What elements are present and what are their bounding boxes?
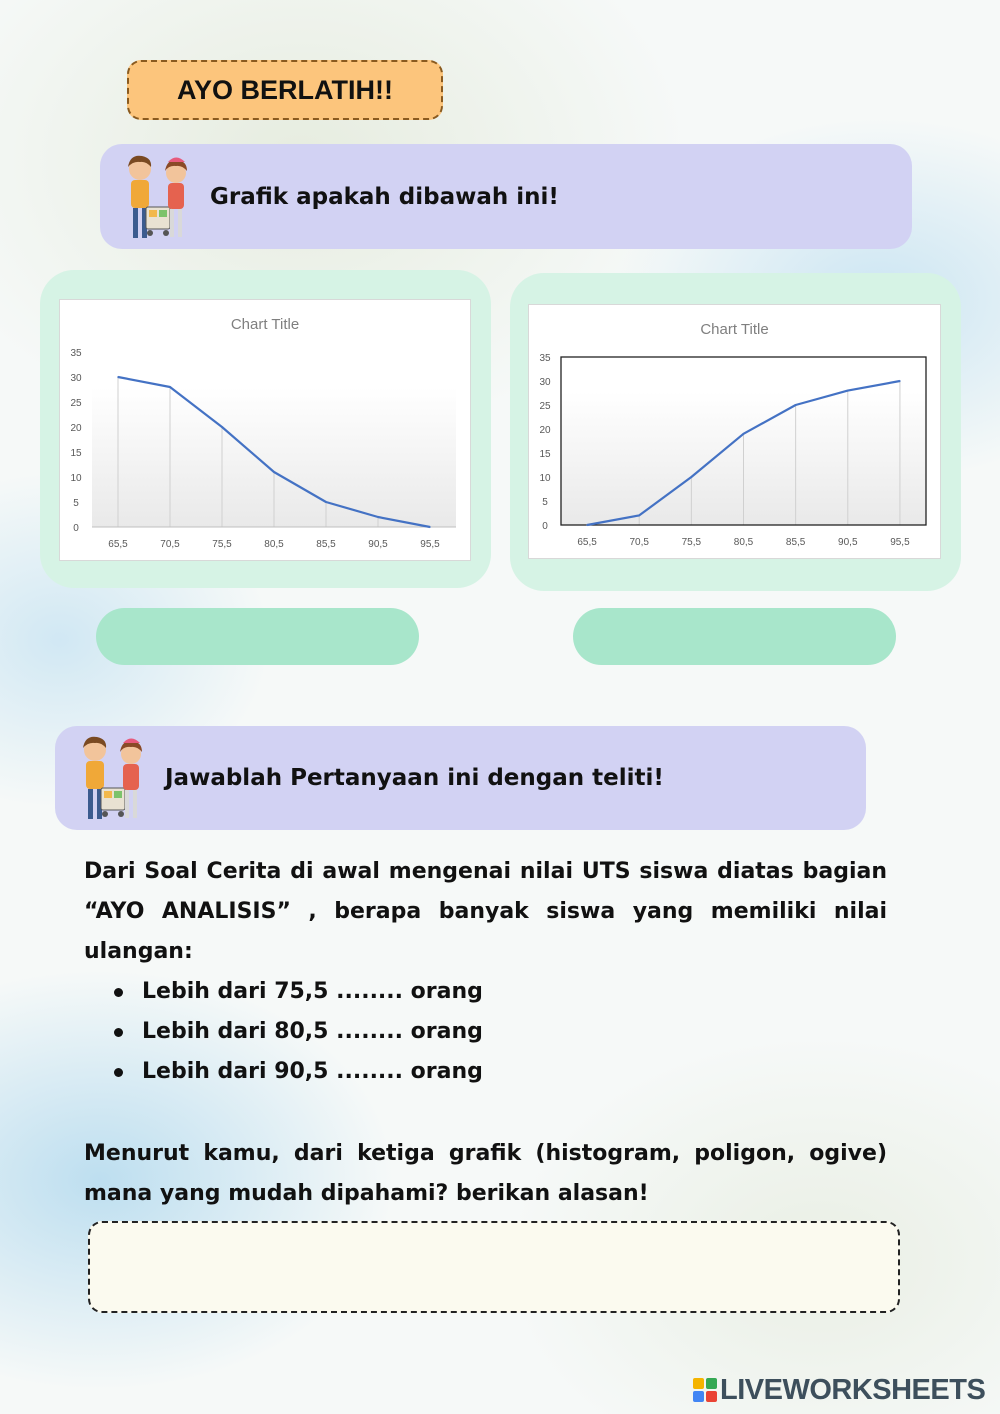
answer-textarea[interactable] [88, 1221, 900, 1313]
chart-svg-1 [60, 300, 470, 560]
y-tick-label: 15 [539, 449, 551, 460]
kids-illustration-icon [118, 149, 198, 245]
list-item-text: Lebih dari 90,5 ........ orang [142, 1059, 483, 1084]
data-point [325, 501, 327, 503]
data-point [899, 380, 901, 382]
y-tick-label: 20 [70, 423, 82, 434]
y-tick-label: 35 [70, 348, 82, 359]
y-tick-label: 25 [539, 401, 551, 412]
data-point [117, 376, 119, 378]
answer-field-2[interactable] [573, 608, 896, 665]
x-tick-label: 65,5 [577, 537, 597, 548]
x-tick-label: 95,5 [420, 539, 440, 550]
y-tick-label: 20 [539, 425, 551, 436]
x-tick-label: 85,5 [785, 537, 806, 548]
x-tick-label: 85,5 [316, 539, 336, 550]
data-point [847, 390, 849, 392]
instruction-banner-1 [100, 144, 912, 249]
y-tick-label: 35 [539, 353, 551, 364]
instruction-banner-2 [55, 726, 866, 830]
y-tick-label: 5 [542, 497, 548, 508]
x-tick-label: 65,5 [108, 539, 128, 550]
chart-svg-2 [529, 305, 940, 558]
list-item [112, 1052, 712, 1092]
answer-field-1[interactable] [96, 608, 419, 665]
data-point [743, 433, 745, 435]
question-paragraph-2: Menurut kamu, dari ketiga grafik (histogram, poligon, ogive) mana yang mudah dipahami? berikan alasan! [84, 1141, 887, 1206]
y-tick-label: 10 [70, 473, 82, 484]
instruction-text: Jawablah Pertanyaan ini dengan teliti! [165, 765, 664, 791]
y-tick-label: 25 [70, 398, 82, 409]
x-tick-label: 75,5 [681, 537, 702, 548]
section-badge: AYO BERLATIH!! [127, 60, 443, 120]
x-tick-label: 80,5 [733, 537, 754, 548]
y-tick-label: 30 [539, 377, 551, 388]
y-tick-label: 0 [73, 523, 79, 534]
y-tick-label: 10 [539, 473, 551, 484]
data-point [691, 476, 693, 478]
data-point [795, 404, 797, 406]
bullet-icon [114, 1068, 123, 1077]
line-chart-2 [528, 304, 941, 559]
x-tick-label: 90,5 [838, 537, 858, 548]
question-items [112, 972, 712, 1092]
x-tick-label: 70,5 [160, 539, 180, 550]
y-tick-label: 0 [542, 521, 548, 532]
x-tick-label: 80,5 [264, 539, 284, 550]
y-tick-label: 30 [70, 373, 82, 384]
x-tick-label: 95,5 [890, 537, 910, 548]
x-tick-label: 75,5 [212, 539, 232, 550]
x-tick-label: 90,5 [368, 539, 388, 550]
instruction-text: Grafik apakah dibawah ini! [210, 183, 559, 210]
chart-title: Chart Title [230, 316, 300, 333]
data-point [169, 386, 171, 388]
list-item [112, 1012, 712, 1052]
logo-mark-icon [693, 1378, 717, 1402]
list-item-text: Lebih dari 80,5 ........ orang [142, 1019, 483, 1044]
line-chart-1 [59, 299, 471, 561]
data-point [586, 524, 588, 526]
data-point [429, 526, 431, 528]
question-paragraph: Dari Soal Cerita di awal mengenai nilai UTS siswa diatas bagian “AYO ANALISIS” , berapa banyak siswa yang memiliki nilai ulangan: [84, 859, 887, 964]
brand-name: LIVEWORKSHEETS [720, 1373, 986, 1406]
list-item-text: Lebih dari 75,5 ........ orang [142, 979, 483, 1004]
data-point [273, 471, 275, 473]
data-point [221, 426, 223, 428]
bullet-icon [114, 988, 123, 997]
x-tick-label: 70,5 [629, 537, 649, 548]
bullet-icon [114, 1028, 123, 1037]
y-tick-label: 5 [73, 498, 79, 509]
kids-illustration-icon [73, 730, 153, 826]
data-point [377, 516, 379, 518]
chart-title: Chart Title [700, 321, 769, 338]
list-item [112, 972, 712, 1012]
liveworksheets-logo [693, 1373, 985, 1407]
data-point [638, 515, 640, 517]
y-tick-label: 15 [70, 448, 82, 459]
